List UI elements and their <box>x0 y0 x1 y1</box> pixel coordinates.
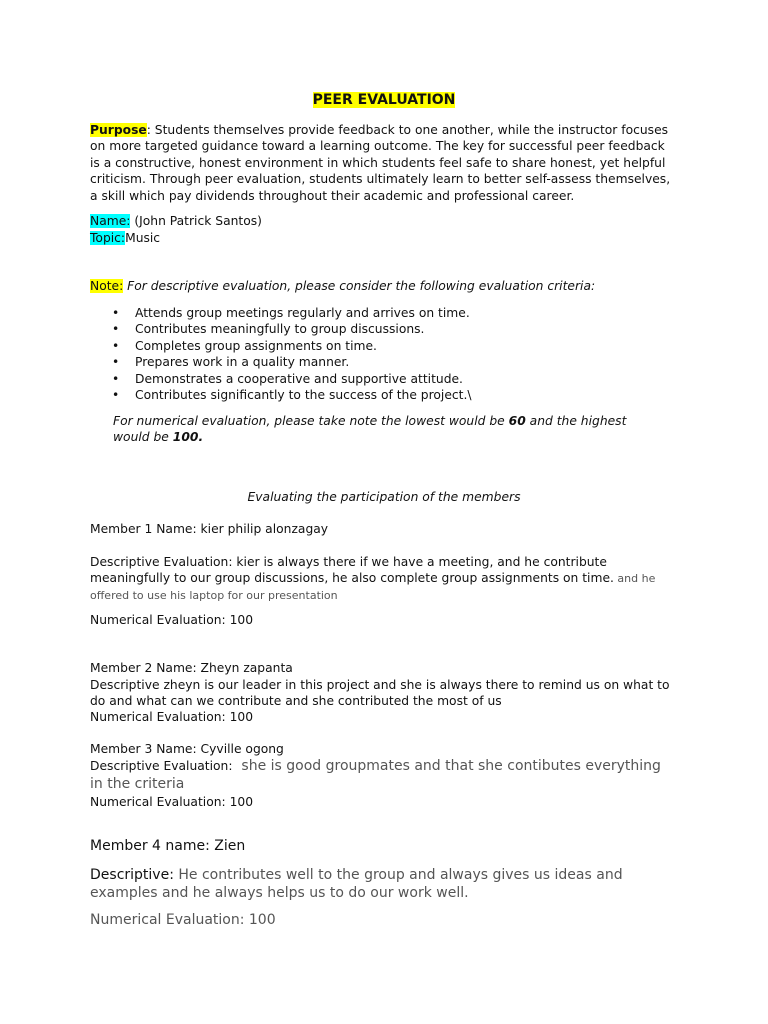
bullet-icon: • <box>112 371 120 386</box>
member-1-name: Member 1 Name: kier philip alonzagay <box>90 522 329 536</box>
list-item: • Prepares work in a quality manner. <box>112 355 350 370</box>
lowest-score: 60 <box>508 414 526 428</box>
numerical-note: For numerical evaluation, please take note the lowest would be 60 and the highest would be 100. <box>113 414 627 445</box>
member-2-numerical: Numerical Evaluation: 100 <box>90 710 254 724</box>
note-label: Note: <box>90 279 124 293</box>
topic-line <box>90 230 678 246</box>
member-1-numerical: Numerical Evaluation: 100 <box>90 613 254 627</box>
bullet-icon: • <box>112 338 120 353</box>
purpose-paragraph <box>90 122 678 204</box>
member-4-numerical: Numerical Evaluation: 100 <box>90 912 276 928</box>
purpose-label: Purpose <box>90 123 147 137</box>
topic-value: Music <box>125 231 161 245</box>
member-4-descriptive-label: Descriptive: <box>90 867 174 883</box>
name-line <box>90 213 678 229</box>
page-title: PEER EVALUATION <box>312 92 456 108</box>
bullet-icon: • <box>112 322 120 337</box>
member-2-descriptive: Descriptive zheyn is our leader in this project and she is always there to remind us on what to do and what can we contribute and she contributed the most of us <box>90 678 670 709</box>
member-3-descriptive <box>90 757 678 793</box>
member-3-descriptive-label: Descriptive Evaluation: <box>90 759 233 773</box>
purpose-text: : Students themselves provide feedback to one another, while the instructor focuses on more targeted guidance toward a learning outcome. The key for successful peer feedback is a constructive, honest environment in which students feel safe to share honest, yet helpful criticism. Through peer evaluation, students ultimately learn to better self-assess themselves, a skill which pay dividends throughout their academic and professional career. <box>90 123 671 203</box>
name-label: Name: <box>90 214 131 228</box>
list-item: • Demonstrates a cooperative and supportive attitude. <box>112 371 463 386</box>
name-value: (John Patrick Santos) <box>130 214 262 228</box>
note-line <box>90 278 678 294</box>
list-item: • Completes group assignments on time. <box>112 338 377 353</box>
list-item: • Attends group meetings regularly and arrives on time. <box>112 306 470 320</box>
section-title: Evaluating the participation of the members <box>247 490 521 504</box>
member-2-name: Member 2 Name: Zheyn zapanta <box>90 661 293 675</box>
member-3-name: Member 3 Name: Cyville ogong <box>90 742 284 756</box>
bullet-icon: • <box>112 355 120 370</box>
bullet-icon: • <box>112 306 120 320</box>
member-4-descriptive <box>90 866 678 902</box>
member-4-name: Member 4 name: Zien <box>90 838 246 854</box>
member-3-numerical: Numerical Evaluation: 100 <box>90 795 254 809</box>
note-text: For descriptive evaluation, please consider the following evaluation criteria: <box>123 279 596 293</box>
member-1-descriptive: Descriptive Evaluation: kier is always there if we have a meeting, and he contribute meaningfully to our group discussions, he also complete group assignments on time. and he offered to use his laptop for our presentation <box>90 555 656 602</box>
highest-score: 100. <box>172 430 204 445</box>
list-item: • Contributes significantly to the success of the project.\ <box>112 387 472 402</box>
list-item: • Contributes meaningfully to group discussions. <box>112 322 425 337</box>
member-3-descriptive-text: she is good groupmates and that she contibutes everything in the criteria <box>90 758 666 792</box>
topic-label: Topic: <box>90 231 126 245</box>
bullet-icon: • <box>112 387 120 402</box>
member-1-descriptive-extra: and he offered to use his laptop for our presentation <box>90 572 656 602</box>
member-4-descriptive-text: He contributes well to the group and always gives us ideas and examples and he always helps us to do our work well. <box>90 867 623 901</box>
criteria-list <box>90 305 670 403</box>
